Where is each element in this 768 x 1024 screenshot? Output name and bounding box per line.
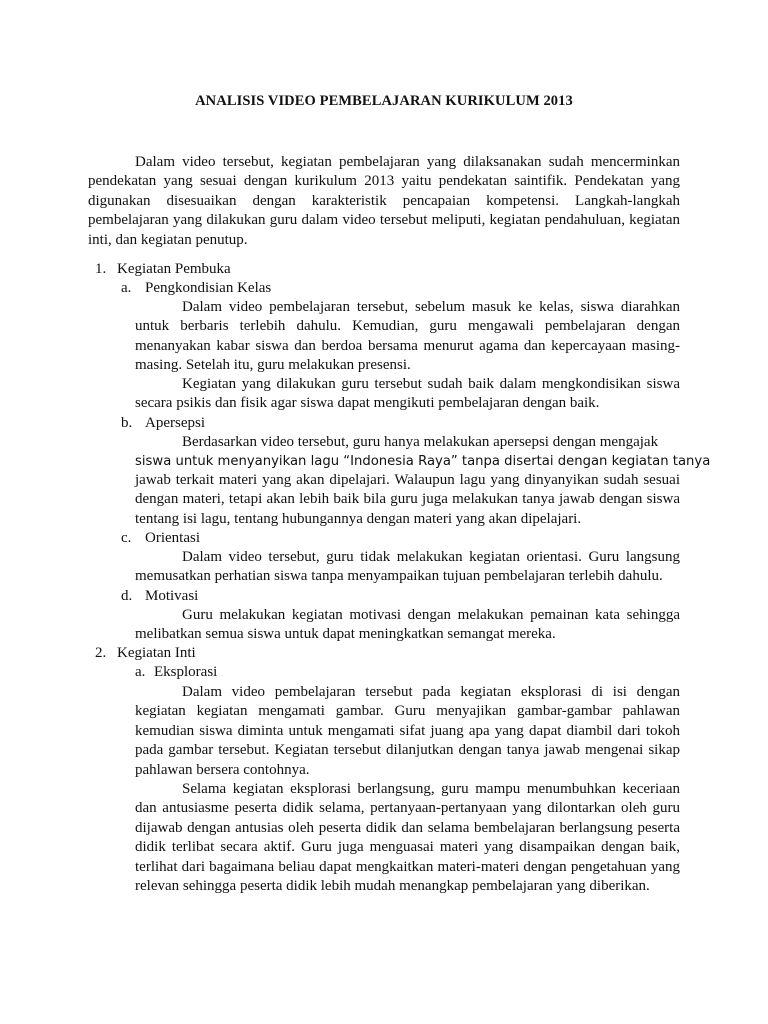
item-2a-marker: a. [135,664,146,680]
item-2a-heading [135,663,217,682]
intro-paragraph: Dalam video tersebut, kegiatan pembelajaran yang dilaksanakan sudah mencerminkan pendekatan yang sesuai dengan kurikulum 2013 yaitu pendekatan saintifik. Pendekatan yang digunakan disesuaikan dengan karakteristik pencapaian kompetensi. Langkah-langkah pembelajaran yang dilakukan guru dalam video tersebut meliputi, kegiatan pendahuluan, kegiatan inti, dan kegiatan penutup. [88,154,680,248]
item-1c-title: Orientasi [145,530,200,546]
item-1c-marker: c. [121,530,132,546]
section-1-heading [95,260,231,279]
item-1b-paragraph-1: Berdasarkan video tersebut, guru hanya melakukan apersepsi dengan mengajak [182,434,659,450]
item-1a-paragraph-1: Dalam video pembelajaran tersebut, sebelum masuk ke kelas, siswa diarahkan untuk berbaris terlebih dahulu. Kemudian, guru mengawali pembelajaran dengan menanyakan kabar siswa dan berdoa bersama menurut agama dan kepercayaan masing-masing. Setelah itu, guru melakukan presensi. [135,299,680,374]
item-1d-heading [121,587,198,606]
item-1b-title: Apersepsi [145,415,205,431]
item-2a-paragraph-1: Dalam video pembelajaran tersebut pada kegiatan eksplorasi di isi dengan kegiatan kegiatan mengamati gambar. Guru menyajikan gambar-gambar pahlawan kemudian siswa diminta untuk mengamati sifat juang apa yang dapat diambil dari tokoh pada gambar tersebut. Kegiatan tersebut dilanjutkan dengan tanya jawab mengenai sikap pahlawan bersera contohnya. [135,684,680,778]
item-1d-title: Motivasi [145,588,199,604]
document-title: ANALISIS VIDEO PEMBELAJARAN KURIKULUM 2013 [195,93,573,109]
item-1b-marker: b. [121,415,133,431]
item-1d-paragraph-1: Guru melakukan kegiatan motivasi dengan melakukan pemainan kata sehingga melibatkan semua siswa untuk dapat meningkatkan semangat mereka. [135,607,680,643]
item-1a-paragraph-2: Kegiatan yang dilakukan guru tersebut sudah baik dalam mengkondisikan siswa secara psikis dan fisik agar siswa dapat mengikuti pembelajaran dengan baik. [135,376,680,412]
section-1-marker: 1. [95,261,107,277]
item-2a-title: Eksplorasi [154,664,218,680]
item-1a-marker: a. [121,280,132,296]
item-1c-paragraph-1: Dalam video tersebut, guru tidak melakukan kegiatan orientasi. Guru langsung memusatkan perhatian siswa tanpa menyampaikan tujuan pembelajaran terlebih dahulu. [135,549,680,585]
item-1a-heading [121,279,271,298]
item-2a-paragraph-2: Selama kegiatan eksplorasi berlangsung, guru mampu menumbuhkan keceriaan dan antusiasme peserta didik selama, pertanyaan-pertanyaan yang dilontarkan oleh guru dijawab dengan antusias oleh peserta didik dan selama bembelajaran berlangsung peserta didik terlibat secara aktif. Guru juga menguasai materi yang disampaikan dengan baik, terlihat dari bagaimana beliau dapat mengkaitkan materi-materi dengan pengetahuan yang relevan sehingga peserta didik lebih mudah menangkap pembelajaran yang diberikan. [135,781,680,895]
item-1b-heading [121,414,205,433]
item-1d-marker: d. [121,588,133,604]
item-1b-paragraph-3: jawab terkait materi yang akan dipelajari. Walaupun lagu yang dinyanyikan sudah sesuai dengan materi, tetapi akan lebih baik bila guru juga melakukan tanya jawab dengan siswa tentang isi lagu, tentang hubungannya dengan materi yang akan dipelajari. [135,472,680,527]
section-2-title: Kegiatan Inti [117,645,196,661]
item-1a-title: Pengkondisian Kelas [145,280,272,296]
section-2-heading [95,644,196,663]
section-1-title: Kegiatan Pembuka [117,261,231,277]
section-2-marker: 2. [95,645,107,661]
item-1c-heading [121,529,200,548]
item-1b-paragraph-2: siswa untuk menyanyikan lagu “Indonesia Raya” tanpa disertai dengan kegiatan tanya [135,454,711,469]
